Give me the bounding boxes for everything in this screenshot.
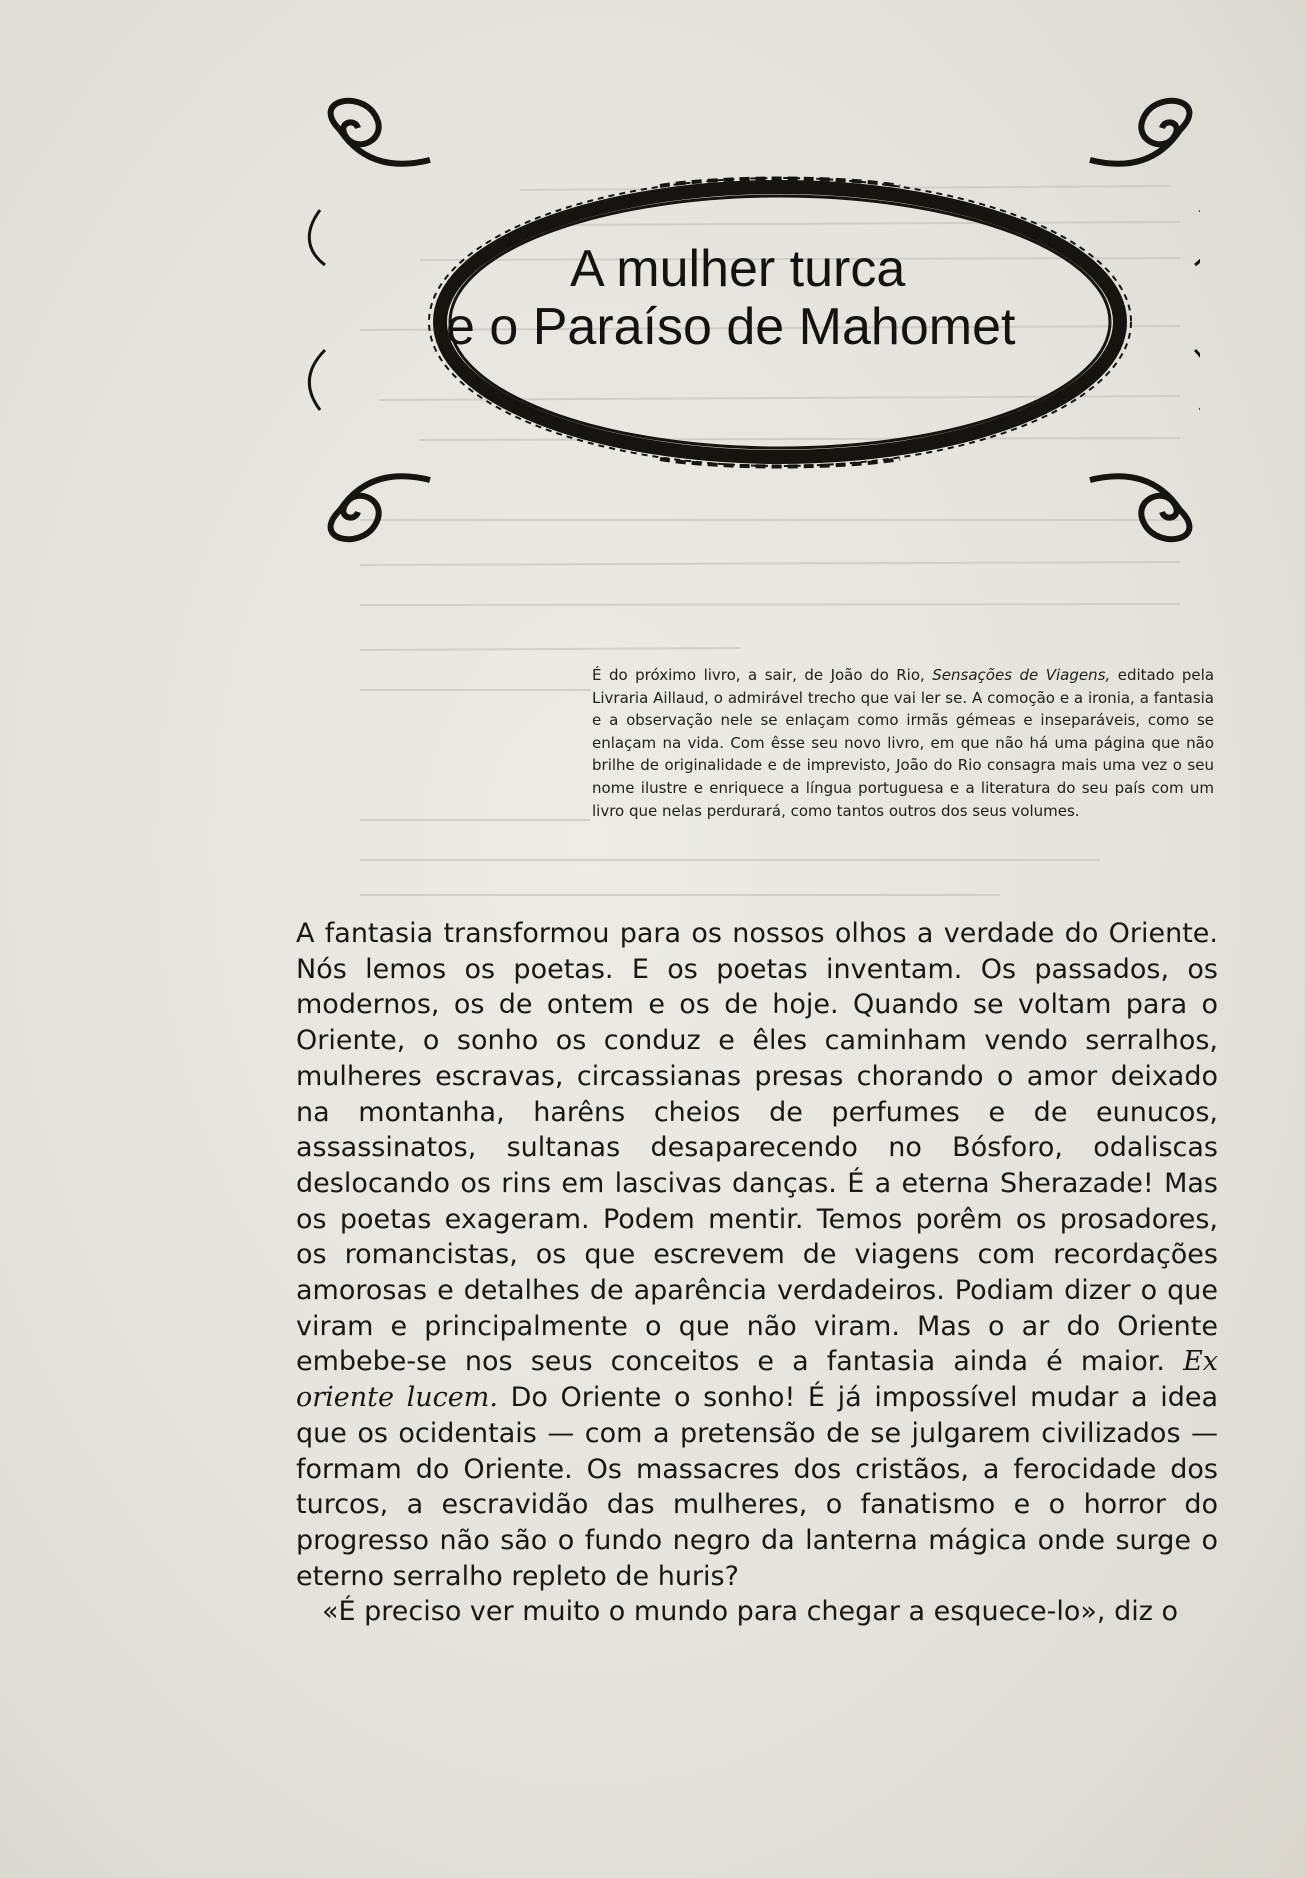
intro-lead: É do próximo livro, a sair, de João do Rio, (592, 666, 933, 684)
article-body (296, 916, 1218, 1630)
article-title (370, 240, 1090, 356)
intro-rest: editado pela Livraria Aillaud, o admirável trecho que vai ler se. A comoção e a ironia, a fantasia e a observação nele se enlaçam como irmãs gémeas e inseparáveis, como se enlaçam na vida. Com êsse seu novo livro, em que não há uma página que não brilhe de originalidade e de imprevisto, João do Rio consagra mais uma vez o seu nome ilustre e enriquece a língua portuguesa e a literatura do seu país com um livro que nelas perdurará, como tantos outros dos seus volumes. (592, 666, 1215, 820)
intro-book-title: Sensações de Viagens, (932, 666, 1111, 684)
body-p1-latin-phrase: Ex oriente lucem. (296, 1346, 1218, 1414)
body-p1-after: Do Oriente o sonho! É já impossível mudar a idea que os ocidentais — com a pretensão de se julgarem civilizados — formam do Oriente. Os massacres dos cristãos, a ferocidade dos turcos, a escravidão das mulheres, o fanatismo e o horror do progresso não são o fundo negro da lanterna mágica onde surge o eterno serralho repleto de huris? (296, 1382, 1218, 1592)
body-p1-before: A fantasia transformou para os nossos olhos a verdade do Oriente. Nós lemos os poetas. E os poetas inventam. Os passados, os modernos, os de ontem e os de hoje. Quando se voltam para o Oriente, o sonho os conduz e êles caminham vendo serralhos, mulheres escravas, circassianas presas chorando o amor deixado na montanha, harêns cheios de perfumes e de eunucos, assassinatos, sultanas desaparecendo no Bósforo, odaliscas deslocando os rins em lascivas danças. É a eterna Sherazade! Mas os poetas exageram. Podem mentir. Temos porêm os prosadores, os romancistas, os que escrevem de viagens com recordações amorosas e detalhes de aparência verdadeiros. Podiam dizer o que viram e principalmente o que não viram. Mas o ar do Oriente embebe-se nos seus conceitos e a fantasia ainda é maior. (296, 918, 1218, 1378)
body-paragraph-1 (296, 916, 1218, 1594)
title-line-2: e o Paraíso de Mahomet (446, 298, 1016, 357)
title-line-1: A mulher turca (570, 240, 906, 298)
introduction-note (592, 664, 1214, 822)
body-paragraph-2: «É preciso ver muito o mundo para chegar a esquece-lo», diz o (322, 1596, 1179, 1628)
